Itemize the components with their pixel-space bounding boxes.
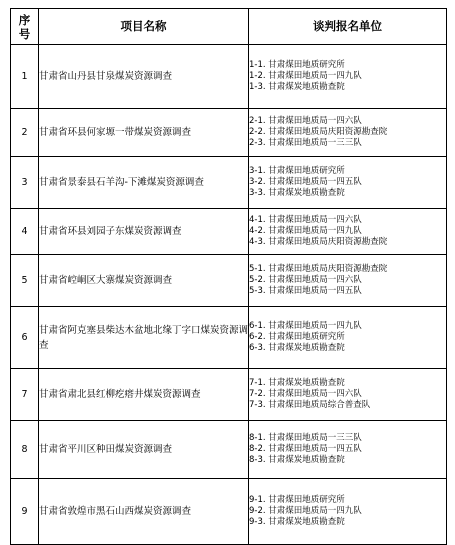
cell-serial-number: 7 [11, 369, 39, 421]
unit-entry: 4-1. 甘肃煤田地质局一四六队 [249, 215, 362, 225]
cell-negotiation-units [249, 369, 447, 421]
cell-serial-number: 1 [11, 45, 39, 109]
registration-table [10, 8, 447, 545]
cell-project-name: 甘肃省环县刘园子东煤炭资源调查 [39, 209, 249, 255]
unit-entry: 1-3. 甘肃煤炭地质勘查院 [249, 82, 345, 92]
unit-entry: 4-2. 甘肃煤田地质局一四九队 [249, 226, 362, 236]
cell-project-name: 甘肃省敦煌市黑石山西煤炭资源调查 [39, 479, 249, 545]
unit-entry: 1-1. 甘肃煤田地质研究所 [249, 60, 345, 70]
cell-serial-number: 3 [11, 157, 39, 209]
unit-entry: 1-2. 甘肃煤田地质局一四九队 [249, 71, 362, 81]
table-row [11, 255, 447, 307]
table-row [11, 109, 447, 157]
cell-negotiation-units [249, 45, 447, 109]
unit-entry: 3-1. 甘肃煤田地质研究所 [249, 166, 345, 176]
table-row [11, 307, 447, 369]
cell-negotiation-units [249, 255, 447, 307]
cell-project-name: 甘肃省山丹县甘泉煤炭资源调查 [39, 45, 249, 109]
cell-negotiation-units [249, 209, 447, 255]
cell-project-name: 甘肃省平川区种田煤炭资源调查 [39, 421, 249, 479]
unit-entry: 8-1. 甘肃煤田地质局一三三队 [249, 433, 362, 443]
unit-entry: 7-3. 甘肃煤田地质局综合普查队 [249, 400, 371, 410]
unit-entry: 9-1. 甘肃煤田地质研究所 [249, 495, 345, 505]
unit-entry: 6-3. 甘肃煤炭地质勘查院 [249, 343, 345, 353]
cell-serial-number: 9 [11, 479, 39, 545]
unit-entry: 5-3. 甘肃煤田地质局一四五队 [249, 286, 362, 296]
unit-entry: 7-1. 甘肃煤炭地质勘查院 [249, 378, 345, 388]
unit-entry: 5-1. 甘肃煤田地质局庆阳资源勘查院 [249, 264, 388, 274]
cell-serial-number: 6 [11, 307, 39, 369]
header-negotiation-units: 谈判报名单位 [249, 9, 447, 45]
table-row [11, 369, 447, 421]
cell-project-name: 甘肃省景泰县石羊沟-下滩煤炭资源调查 [39, 157, 249, 209]
cell-negotiation-units [249, 109, 447, 157]
unit-entry: 8-2. 甘肃煤田地质局一四五队 [249, 444, 362, 454]
unit-entry: 2-1. 甘肃煤田地质局一四六队 [249, 116, 362, 126]
unit-entry: 3-3. 甘肃煤炭地质勘查院 [249, 188, 345, 198]
table-row [11, 157, 447, 209]
unit-entry: 5-2. 甘肃煤田地质局一四六队 [249, 275, 362, 285]
table-row [11, 479, 447, 545]
header-serial-number [11, 9, 39, 45]
unit-entry: 4-3. 甘肃煤田地质局庆阳资源勘查院 [249, 237, 388, 247]
unit-entry: 2-2. 甘肃煤田地质局庆阳资源勘查院 [249, 127, 388, 137]
table-row [11, 421, 447, 479]
cell-negotiation-units [249, 421, 447, 479]
unit-entry: 7-2. 甘肃煤田地质局一四六队 [249, 389, 362, 399]
cell-project-name: 甘肃省肃北县红柳疙瘩井煤炭资源调查 [39, 369, 249, 421]
unit-entry: 3-2. 甘肃煤田地质局一四五队 [249, 177, 362, 187]
unit-entry: 8-3. 甘肃煤炭地质勘查院 [249, 455, 345, 465]
cell-serial-number: 8 [11, 421, 39, 479]
header-serial-number-line2: 号 [18, 26, 31, 41]
unit-entry: 6-1. 甘肃煤田地质局一四九队 [249, 321, 362, 331]
header-project-name: 项目名称 [39, 9, 249, 45]
cell-project-name: 甘肃省阿克塞县柴达木盆地北缘丁字口煤炭资源调查 [39, 307, 249, 369]
cell-serial-number: 5 [11, 255, 39, 307]
table-row [11, 45, 447, 109]
table-row [11, 209, 447, 255]
cell-project-name: 甘肃省崆峒区大寨煤炭资源调查 [39, 255, 249, 307]
table-body [11, 45, 447, 545]
cell-project-name: 甘肃省环县何家塬一带煤炭资源调查 [39, 109, 249, 157]
table-header-row [11, 9, 447, 45]
cell-serial-number: 4 [11, 209, 39, 255]
cell-negotiation-units [249, 307, 447, 369]
cell-serial-number: 2 [11, 109, 39, 157]
unit-entry: 9-2. 甘肃煤田地质局一四九队 [249, 506, 362, 516]
unit-entry: 2-3. 甘肃煤田地质局一三三队 [249, 138, 362, 148]
header-serial-number-line1: 序 [18, 12, 31, 27]
unit-entry: 9-3. 甘肃煤炭地质勘查院 [249, 517, 345, 527]
cell-negotiation-units [249, 479, 447, 545]
unit-entry: 6-2. 甘肃煤田地质研究所 [249, 332, 345, 342]
cell-negotiation-units [249, 157, 447, 209]
